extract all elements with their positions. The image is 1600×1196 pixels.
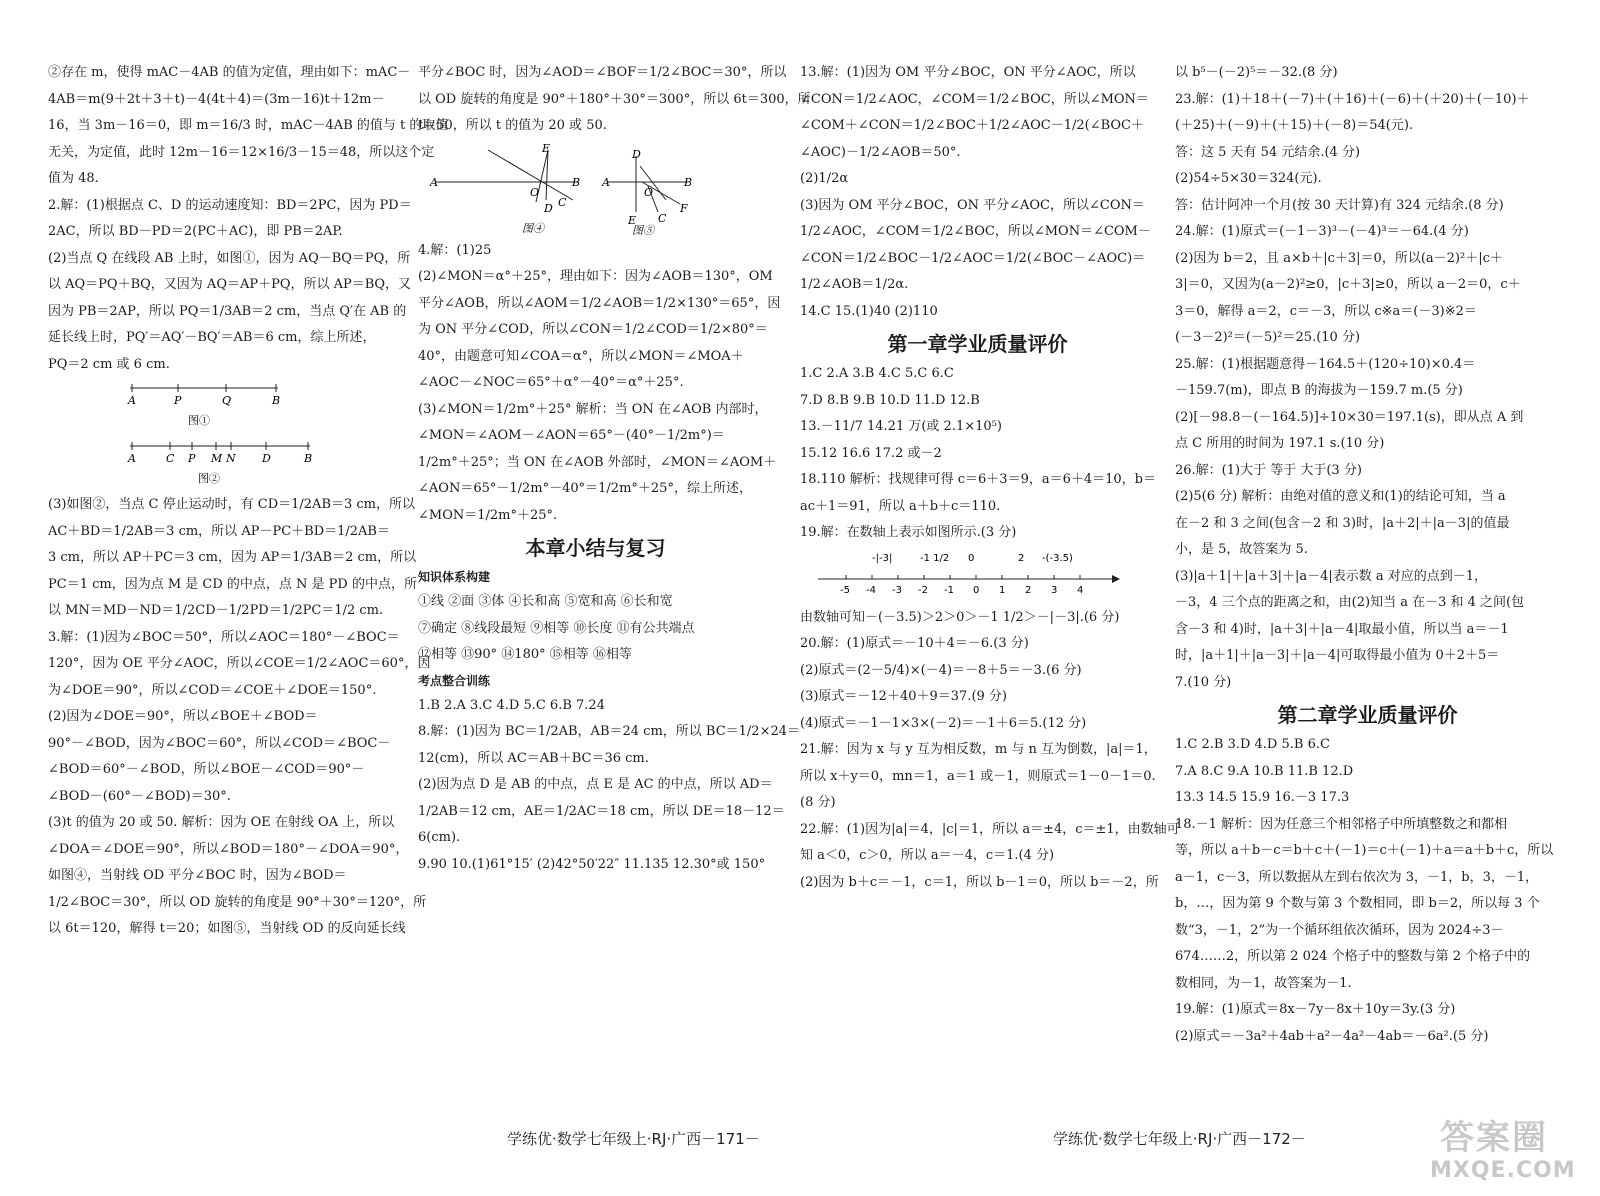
figure-caption: 图⑤ xyxy=(632,223,654,237)
text-line: 25.解：(1)根据题意得－164.5＋(120÷10)×0.4＝ xyxy=(1175,356,1476,372)
text-line: 值为 48. xyxy=(48,171,99,186)
column-1 xyxy=(48,60,449,943)
angle-label: O xyxy=(644,185,654,199)
text-line: ∠CON＝1/2∠BOC－1/2∠AOC＝1/2(∠BOC－∠AOC)＝ xyxy=(800,250,1146,266)
text-line: ∠BOD＝60°－∠BOD，所以∠BOE－∠COD＝90°－ xyxy=(48,762,365,777)
text-line: 24.解：(1)原式＝(－1－3)³－(－4)³＝－64.(4 分) xyxy=(1175,224,1469,239)
point-label: B xyxy=(304,452,313,465)
page-footer-left: 学练优·数学七年级上·RJ·广西－171－ xyxy=(507,1130,760,1148)
angle-label: C xyxy=(658,211,667,225)
number-line-tick: -5 xyxy=(840,584,850,596)
text-line: 20.解：(1)原式＝－10＋4＝－6.(3 分) xyxy=(800,636,1029,651)
angle-label: A xyxy=(602,175,610,189)
text-line: 以 AQ＝PQ＋BQ，又因为 AQ＝AP＋PQ，所以 AP＝BQ，又 xyxy=(48,277,411,292)
text-line: ②存在 m，使得 mAC－4AB 的值为定值，理由如下：mAC－ xyxy=(48,65,411,80)
answer-block xyxy=(48,193,412,379)
text-line: 答：估计阿冲一个月(按 30 天计算)有 324 元结余.(8 分) xyxy=(1175,197,1504,213)
figure-caption: 图① xyxy=(188,414,210,427)
text-line: 19.解：在数轴上表示如图所示.(3 分) xyxy=(800,525,1017,540)
text-line: 以 OD 旋转的角度是 90°＋180°＋30°＝300°，所以 6t＝300，所 xyxy=(418,91,811,107)
text-line: 点 C 所用的时间为 197.1 s.(10 分) xyxy=(1175,436,1385,451)
text-line: 12(cm)，所以 AC＝AB＋BC＝36 cm. xyxy=(418,750,649,766)
text-line: 9.90 10.(1)61°15′ (2)42°50′22″ 11.135 12.30°或 150° xyxy=(418,856,766,872)
point-label: P xyxy=(188,452,196,465)
text-line: 8.解：(1)因为 BC＝1/2AB，AB＝24 cm，所以 BC＝1/2×24＝ xyxy=(418,724,801,739)
text-line: 数相同，为－1，故答案为－1. xyxy=(1175,975,1352,991)
text-line: (2)因为点 D 是 AB 的中点，点 E 是 AC 的中点，所以 AD＝ xyxy=(418,777,773,792)
answer-block xyxy=(418,60,811,140)
text-line: ∠MON＝1/2m°＋25°. xyxy=(418,507,558,523)
text-line: (2)1/2α xyxy=(800,171,849,186)
text-line: 40°，由题意可知∠COA＝α°，所以∠MON＝∠MOA＋ xyxy=(418,348,744,364)
text-line: 22.解：(1)因为|a|＝4，|c|＝1，所以 a＝±4，c＝±1，由数轴可 xyxy=(800,821,1180,837)
text-line: (3)因为 OM 平分∠BOC，ON 平分∠AOC，所以∠CON＝ xyxy=(800,197,1145,213)
text-line: －159.7(m)，即点 B 的海拔为－159.7 m.(5 分) xyxy=(1175,383,1463,398)
column-2 xyxy=(418,60,811,878)
figure-1-segment xyxy=(48,380,348,436)
text-line: (2)∠MON＝α°＋25°，理由如下：因为∠AOB＝130°，OM xyxy=(418,269,773,284)
point-label: P xyxy=(174,394,182,407)
watermark-logo xyxy=(1430,1110,1580,1190)
number-line-mark: 0 xyxy=(968,552,975,564)
text-line: 为 ON 平分∠COD，所以∠CON＝1/2∠COD＝1/2×80°＝ xyxy=(418,322,768,337)
text-line: 13.－11/7 14.21 万(或 2.1×10⁵) xyxy=(800,419,1002,434)
text-line: (2)因为∠DOE＝90°，所以∠BOE＋∠BOD＝ xyxy=(48,709,318,724)
point-label: D xyxy=(262,452,271,465)
column-4 xyxy=(1175,60,1560,1050)
angle-label: D xyxy=(544,201,553,215)
answer-block xyxy=(800,60,1155,325)
text-line: 等，所以 a＋b－c＝b＋c＋(－1)＝c＋(－1)＋a＝a＋b＋c，所以 xyxy=(1175,843,1554,858)
text-line: (2)当点 Q 在线段 AB 上时，如图①，因为 AQ－BQ＝PQ，所 xyxy=(48,250,411,266)
text-line: ①线 ②面 ③体 ④长和高 ⑤宽和高 ⑥长和宽 xyxy=(418,594,673,609)
text-line: 为∠DOE＝90°，所以∠COD＝∠COE＋∠DOE＝150°. xyxy=(48,682,377,698)
text-line: ∠MON＝∠AOM－∠AON＝65°－(40°－1/2m°)＝ xyxy=(418,428,725,443)
number-line-tick: -1 xyxy=(944,584,954,596)
text-line: 含－3 和 4)时，|a＋3|＋|a－4|取最小值，所以当 a＝－1 xyxy=(1175,621,1509,637)
text-line: (3)|a＋1|＋|a＋3|＋|a－4|表示数 a 对应的点到－1， xyxy=(1175,568,1488,584)
subsection-heading: 知识体系构建 xyxy=(418,570,491,584)
text-line: 120°，因为 OE 平分∠AOC，所以∠COE＝1/2∠AOC＝60°，因 xyxy=(48,656,431,671)
figure-caption: 图④ xyxy=(522,221,544,235)
angle-label: B xyxy=(684,175,693,189)
text-line: 在－2 和 3 之间(包含－2 和 3)时，|a＋2|＋|a－3|的值最 xyxy=(1175,515,1510,531)
text-line: (3)∠MON＝1/2m°＋25° 解析：当 ON 在∠AOB 内部时， xyxy=(418,401,768,417)
text-line: (－3－2)²＝(－5)²＝25.(10 分) xyxy=(1175,330,1361,345)
figure-caption: 图② xyxy=(198,472,220,485)
text-line: ⑫相等 ⑬90° ⑭180° ⑮相等 ⑯相等 xyxy=(418,647,632,662)
text-line: 小，是 5，故答案为 5. xyxy=(1175,542,1308,557)
point-label: B xyxy=(272,394,281,407)
text-line: (3)原式＝－12＋40＋9＝37.(9 分) xyxy=(800,689,1007,704)
text-line: 19.解：(1)原式＝8x－7y－8x＋10y＝3y.(3 分) xyxy=(1175,1002,1456,1017)
text-line: AC＋BD＝1/2AB＝3 cm，所以 AP－PC＋BD＝1/2AB＝ xyxy=(48,523,390,539)
text-line: 7.A 8.C 9.A 10.B 11.B 12.D xyxy=(1175,763,1354,779)
angle-label: B xyxy=(572,175,581,189)
text-line: (2)原式＝－3a²＋4ab＋a²－4a²－4ab＝－6a².(5 分) xyxy=(1175,1028,1489,1044)
subsection-heading: 考点整合训练 xyxy=(418,673,491,688)
figures-4-5-angles xyxy=(418,142,718,236)
text-line: 以 MN＝MD－ND＝1/2CD－1/2PD＝1/2PC＝1/2 cm. xyxy=(48,603,384,618)
text-line: 90°－∠BOD，因为∠BOC＝60°，所以∠COD＝∠BOC－ xyxy=(48,735,391,751)
answer-block xyxy=(800,361,1155,547)
section-heading: 本章小结与复习 xyxy=(525,536,666,560)
text-line: (＋25)＋(－9)＋(＋15)＋(－8)＝54(元). xyxy=(1175,118,1414,133)
point-label: Q xyxy=(222,394,232,407)
watermark-text: 答案圈 xyxy=(1440,1118,1548,1158)
text-line: 21.解：因为 x 与 y 互为相反数，m 与 n 互为倒数，|a|＝1， xyxy=(800,742,1157,757)
text-line: ∠AON＝65°－1/2m°－40°＝1/2m°＋25°，综上所述， xyxy=(418,481,752,496)
text-line: 无关，为定值，此时 12m－16＝12×16/3－15＝48，所以这个定 xyxy=(48,144,435,160)
text-line: 4AB＝m(9＋2t＋3＋t)－4(4t＋4)＝(3m－16)t＋12m－ xyxy=(48,91,385,107)
text-line: 以 6t＝120，解得 t＝20；如图⑤，当射线 OD 的反向延长线 xyxy=(48,921,406,936)
text-line: ∠AOC－∠NOC＝65°＋α°－40°＝α°＋25°. xyxy=(418,375,684,390)
text-line: 所以 x＋y＝0，mn＝1，a＝1 或－1，则原式＝1－0－1＝0. xyxy=(800,768,1156,784)
text-line: 1/2∠AOC，∠COM＝1/2∠BOC，所以∠MON＝∠COM－ xyxy=(800,224,1151,239)
text-line: 2AC，所以 BD－PD＝2(PC＋AC)，即 PB＝2AP. xyxy=(48,224,343,239)
text-line: 13.3 14.5 15.9 16.－3 17.3 xyxy=(1175,790,1350,805)
angle-label: C xyxy=(558,195,567,209)
text-line: (3)t 的值为 20 或 50. 解析：因为 OE 在射线 OA 上，所以 xyxy=(48,815,395,830)
text-line: 3|＝0，又因为(a－2)²≥0，|c＋3|≥0，所以 a－2＝0，c＋ xyxy=(1175,277,1521,292)
text-line: (2)因为 b＋c＝－1，c＝1，所以 b－1＝0，所以 b＝－2，所 xyxy=(800,874,1159,890)
answer-block xyxy=(48,625,431,943)
figure-2-segment xyxy=(48,438,348,490)
text-line: 7.(10 分) xyxy=(1175,674,1232,690)
text-line: 如图④，当射线 OD 平分∠BOC 时，因为∠BOD＝ xyxy=(48,868,347,883)
text-line: 时，|a＋1|＋|a－3|＋|a－4|可取得最小值为 0＋2＋5＝ xyxy=(1175,648,1500,663)
text-line: a－1，c－3，所以数据从左到右依次为 3，－1，b，3，－1， xyxy=(1175,869,1539,885)
answer-block xyxy=(48,60,449,193)
text-line: (2)因为 b＝2，且 a×b＋|c＋3|＝0，所以(a－2)²＋|c＋ xyxy=(1175,250,1503,266)
text-line: (2)原式＝(2－5/4)×(－4)＝－8＋5＝－3.(6 分) xyxy=(800,662,1082,678)
text-line: 因为 PB＝2AP，所以 PQ＝1/3AB＝2 cm，当点 Q′在 AB 的 xyxy=(48,303,407,319)
text-line: PC＝1 cm，因为点 M 是 CD 的中点，点 N 是 PD 的中点，所 xyxy=(48,576,417,592)
watermark-url: MXQE.COM xyxy=(1430,1158,1576,1183)
point-label: N xyxy=(226,452,236,465)
text-line: ∠CON＝1/2∠AOC，∠COM＝1/2∠BOC，所以∠MON＝ xyxy=(800,91,1149,107)
text-line: 1.C 2.A 3.B 4.C 5.C 6.C xyxy=(800,366,954,381)
angle-label: E xyxy=(542,141,551,155)
angle-label: F xyxy=(680,201,688,215)
text-line: PQ＝2 cm 或 6 cm. xyxy=(48,356,170,372)
page-footer-right: 学练优·数学七年级上·RJ·广西－172－ xyxy=(1053,1130,1306,1148)
text-line: 18.－1 解析：因为任意三个相邻格子中所填整数之和都相 xyxy=(1175,816,1508,832)
text-line: b，…，因为第 9 个数与第 3 个数相同，即 b＝2，所以每 3 个 xyxy=(1175,896,1540,911)
text-line: 平分∠AOB，所以∠AOM＝1/2∠AOB＝1/2×130°＝65°，因 xyxy=(418,295,781,311)
text-line: 3.解：(1)因为∠BOC＝50°，所以∠AOC＝180°－∠BOC＝ xyxy=(48,629,400,645)
text-line: (2)54÷5×30＝324(元). xyxy=(1175,171,1322,186)
text-line: 答：这 5 天有 54 元结余.(4 分) xyxy=(1175,144,1361,160)
text-line: 数“3，－1，2”为一个循环组依次循环，因为 2024÷3－ xyxy=(1175,922,1504,938)
number-line-tick: -3 xyxy=(892,584,902,596)
text-line: (2)5(6 分) 解析：由绝对值的意义和(1)的结论可知，当 a xyxy=(1175,489,1506,504)
text-line: t＝50，所以 t 的值为 20 或 50. xyxy=(418,118,607,133)
text-line: 15.12 16.6 17.2 或－2 xyxy=(800,445,942,461)
text-line: 2.解：(1)根据点 C、D 的运动速度知：BD＝2PC，因为 PD＝ xyxy=(48,197,412,213)
number-line-mark: -(-3.5) xyxy=(1042,552,1073,564)
answer-block xyxy=(418,238,781,530)
text-line: 14.C 15.(1)40 (2)110 xyxy=(800,303,938,319)
text-line: 16，当 3m－16＝0，即 m＝16/3 时，mAC－4AB 的值与 t 的取值 xyxy=(48,118,449,133)
text-line: －3，4 三个点的距离之和，由(2)知当 a 在－3 和 4 之间(包 xyxy=(1175,595,1525,610)
text-line: 13.解：(1)因为 OM 平分∠BOC，ON 平分∠AOC，所以 xyxy=(800,65,1136,80)
text-line: 1.B 2.A 3.C 4.D 5.C 6.B 7.24 xyxy=(418,697,605,713)
text-line: (2)[－98.8－(－164.5)]÷10×30＝197.1(s)，即从点 A 到 xyxy=(1175,409,1524,425)
segment-points xyxy=(127,384,280,407)
text-line: 1.C 2.B 3.D 4.D 5.B 6.C xyxy=(1175,737,1330,752)
number-line xyxy=(800,549,1120,603)
answer-block xyxy=(418,693,801,879)
number-line-tick: 3 xyxy=(1051,584,1058,596)
number-line-mark: -1 1/2 xyxy=(920,552,950,564)
number-line-mark: -|-3| xyxy=(872,552,893,564)
text-line: 674……2，所以第 2 024 个格子中的整数与第 2 个格子中的 xyxy=(1175,949,1531,964)
number-line-tick: 0 xyxy=(973,584,980,596)
text-line: ∠AOC)－1/2∠AOB＝50°. xyxy=(800,144,961,160)
text-line: ∠BOD－(60°－∠BOD)＝30°. xyxy=(48,788,231,804)
text-line: 7.D 8.B 9.B 10.D 11.D 12.B xyxy=(800,392,980,408)
figure-5 xyxy=(608,156,688,212)
point-label: M xyxy=(211,452,223,465)
text-line: 1/2∠BOC＝30°，所以 OD 旋转的角度是 90°＋30°＝120°，所 xyxy=(48,894,427,910)
text-line: 6(cm). xyxy=(418,830,461,845)
text-line: ∠COM＋∠CON＝1/2∠BOC＋1/2∠AOC－1/2(∠BOC＋ xyxy=(800,118,1144,133)
point-label: C xyxy=(166,452,175,465)
point-label: A xyxy=(128,394,136,407)
section-heading: 第一章学业质量评价 xyxy=(887,332,1068,356)
answer-block xyxy=(1175,732,1560,1050)
figure-4 xyxy=(436,150,581,202)
text-line: 知 a＜0，c＞0，所以 a＝－4，c＝1.(4 分) xyxy=(800,848,1055,863)
text-line: 18.110 解析：找规律可得 c＝6＋3＝9，a＝6＋4＝10，b＝ xyxy=(800,472,1157,487)
number-line-mark: 2 xyxy=(1018,552,1025,564)
text-line: (4)原式＝－1－1×3×(－2)＝－1＋6＝5.(12 分) xyxy=(800,715,1087,731)
column-3 xyxy=(800,60,1180,896)
text-line: 1/2∠AOB＝1/2α. xyxy=(800,277,909,292)
text-line: (8 分) xyxy=(800,795,836,810)
text-line: 以 b⁵－(－2)⁵＝－32.(8 分) xyxy=(1175,65,1338,80)
number-line-tick: -2 xyxy=(918,584,928,596)
text-line: (3)如图②，当点 C 停止运动时，有 CD＝1/2AB＝3 cm，所以 xyxy=(48,497,416,512)
text-line: 1/2AB＝12 cm，AE＝1/2AC＝18 cm，所以 DE＝18－12＝ xyxy=(418,803,785,819)
text-line: ac＋1＝91，所以 a＋b＋c＝110. xyxy=(800,498,1001,514)
answer-block xyxy=(800,605,1180,897)
answer-block xyxy=(418,589,773,669)
text-line: 3 cm，所以 AP＋PC＝3 cm，因为 AP＝1/3AB＝2 cm，所以 xyxy=(48,550,417,565)
answer-block xyxy=(48,492,417,625)
text-line: 由数轴可知－(－3.5)＞2＞0＞－1 1/2＞－|－3|.(6 分) xyxy=(800,609,1120,625)
number-line-tick: 2 xyxy=(1025,584,1032,596)
text-line: 4.解：(1)25 xyxy=(418,242,492,258)
text-line: ⑦确定 ⑧线段最短 ⑨相等 ⑩长度 ⑪有公共端点 xyxy=(418,620,695,636)
number-line-tick: -4 xyxy=(866,584,876,596)
text-line: 23.解：(1)＋18＋(－7)＋(＋16)＋(－6)＋(＋20)＋(－10)＋ xyxy=(1175,91,1530,107)
section-heading: 第二章学业质量评价 xyxy=(1277,703,1458,727)
angle-label: D xyxy=(632,147,641,161)
angle-label: A xyxy=(430,175,438,189)
text-line: ∠DOA＝∠DOE＝90°，所以∠BOD＝180°－∠DOA＝90°， xyxy=(48,841,409,857)
text-line: 26.解：(1)大于 等于 大于(3 分) xyxy=(1175,462,1362,478)
angle-label: E xyxy=(628,213,637,227)
point-label: A xyxy=(128,452,136,465)
number-line-tick: 4 xyxy=(1077,584,1084,596)
text-line: 延长线上时，PQ′＝AQ′－BQ′＝AB＝6 cm，综上所述， xyxy=(48,330,376,345)
answer-block xyxy=(1175,60,1560,696)
text-line: 1/2m°＋25°；当 ON 在∠AOB 外部时，∠MON＝∠AOM＋ xyxy=(418,454,777,470)
text-line: 3＝0，解得 a＝2，c＝－3，所以 c※a＝(－3)※2＝ xyxy=(1175,303,1477,319)
angle-label: O xyxy=(530,185,540,199)
text-line: 平分∠BOC 时，因为∠AOD＝∠BOF＝1/2∠BOC＝30°，所以 xyxy=(418,65,787,80)
number-line-tick: 1 xyxy=(999,584,1006,596)
